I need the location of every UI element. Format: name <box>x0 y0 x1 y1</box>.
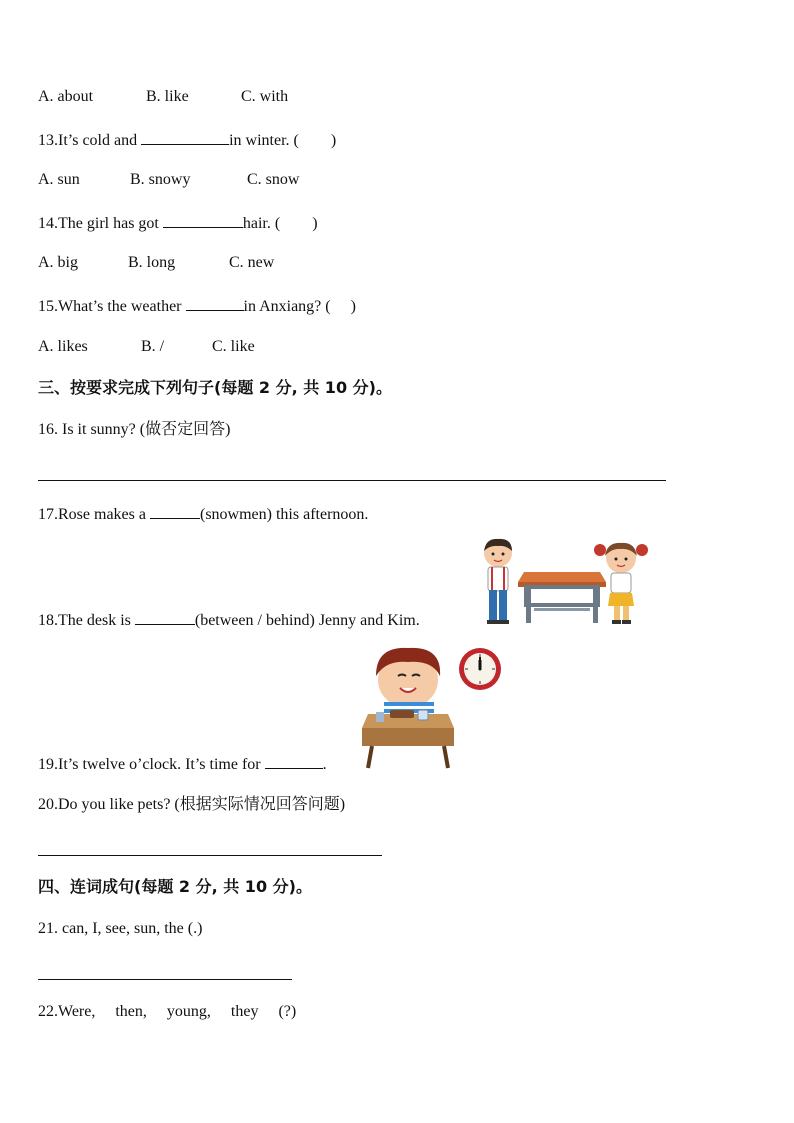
q17-blank[interactable] <box>150 503 200 519</box>
question-16: 16. Is it sunny? (做否定回答) <box>38 421 231 438</box>
q13-option-a: A. sun <box>38 171 80 188</box>
q19-blank[interactable] <box>265 753 323 769</box>
q15-text-after: in Anxiang? ( ) <box>243 298 356 315</box>
q13-option-c: C. snow <box>247 171 300 188</box>
section-4-heading: 四、连词成句(每题 2 分, 共 10 分)。 <box>38 877 312 896</box>
question-14 <box>38 212 318 234</box>
q12-option-c: C. with <box>241 88 289 105</box>
q14-blank[interactable] <box>163 212 243 228</box>
q14-option-a: A. big <box>38 254 78 271</box>
wall-clock-icon <box>459 648 501 690</box>
q19-text-before: 19.It’s twelve o’clock. It’s time for <box>38 756 265 773</box>
q18-blank[interactable] <box>135 609 195 625</box>
q20-answer-line[interactable] <box>38 855 382 856</box>
boy-eating-icon <box>362 648 454 768</box>
q13-blank[interactable] <box>141 129 229 145</box>
q14-text-after: hair. ( ) <box>242 215 318 232</box>
q18-text-before: 18.The desk is <box>38 612 135 629</box>
question-22: 22.Were, then, young, they (?) <box>38 1003 297 1020</box>
question-15 <box>38 295 356 317</box>
q12-option-a: A. about <box>38 88 94 105</box>
question-20: 20.Do you like pets? (根据实际情况回答问题) <box>38 796 346 813</box>
q13-text-before: 13.It’s cold and <box>38 132 142 149</box>
q17-text-before: 17.Rose makes a <box>38 506 150 523</box>
desk-icon <box>518 572 606 623</box>
q19-picture <box>362 640 507 772</box>
q14-option-b: B. long <box>128 254 176 271</box>
q18-text-after: (between / behind) Jenny and Kim. <box>194 612 420 629</box>
q14-option-c: C. new <box>229 254 275 271</box>
question-18 <box>38 609 420 631</box>
q15-blank[interactable] <box>186 295 244 311</box>
q14-text-before: 14.The girl has got <box>38 215 163 232</box>
question-21: 21. can, I, see, sun, the (.) <box>38 920 203 937</box>
q16-answer-line[interactable] <box>38 480 666 481</box>
q15-text-before: 15.What’s the weather <box>38 298 186 315</box>
section-3-heading: 三、按要求完成下列句子(每题 2 分, 共 10 分)。 <box>38 378 392 397</box>
q15-option-c: C. like <box>212 338 255 355</box>
boy-figure-icon <box>484 539 512 624</box>
question-17 <box>38 503 368 525</box>
q13-text-after: in winter. ( ) <box>229 132 337 149</box>
q18-picture <box>474 536 654 628</box>
q15-option-a: A. likes <box>38 338 88 355</box>
question-19 <box>38 753 327 775</box>
q12-option-b: B. like <box>146 88 189 105</box>
q13-option-b: B. snowy <box>130 171 191 188</box>
q19-text-after: . <box>322 756 327 773</box>
q17-text-after: (snowmen) this afternoon. <box>199 506 369 523</box>
q15-option-b: B. / <box>141 338 165 355</box>
question-13 <box>38 129 336 151</box>
q21-answer-line[interactable] <box>38 979 292 980</box>
